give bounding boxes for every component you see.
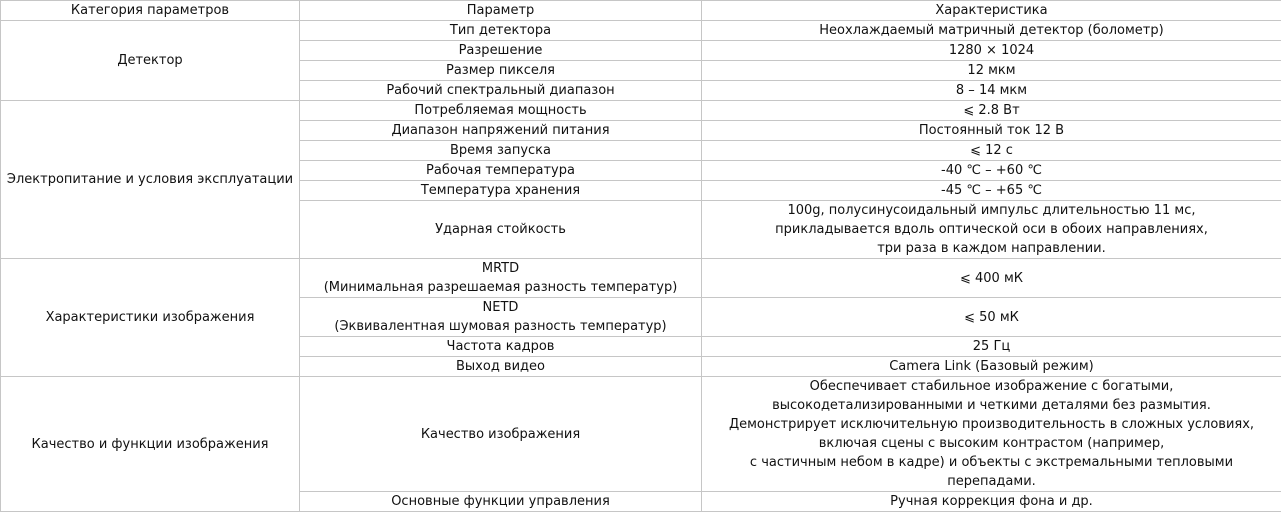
value-cell: Ручная коррекция фона и др.	[702, 492, 1281, 512]
param-cell: Выход видео	[300, 357, 702, 377]
param-cell: Диапазон напряжений питания	[300, 121, 702, 141]
value-cell: 8 – 14 мкм	[702, 81, 1281, 101]
category-image-characteristics: Характеристики изображения	[1, 259, 300, 377]
table-row	[1, 101, 1281, 121]
param-cell: Частота кадров	[300, 337, 702, 357]
param-cell: Качество изображения	[300, 377, 702, 492]
header-value: Характеристика	[702, 1, 1281, 21]
table-row	[1, 377, 1281, 492]
value-cell: Постоянный ток 12 В	[702, 121, 1281, 141]
category-detector: Детектор	[1, 21, 300, 101]
param-cell: Потребляемая мощность	[300, 101, 702, 121]
value-cell: Неохлаждаемый матричный детектор (болометр)	[702, 21, 1281, 41]
header-category: Категория параметров	[1, 1, 300, 21]
category-power-conditions: Электропитание и условия эксплуатации	[1, 101, 300, 259]
header-parameter: Параметр	[300, 1, 702, 21]
param-cell: MRTD (Минимальная разрешаемая разность температур)	[300, 259, 702, 298]
value-cell: ⩽ 2.8 Вт	[702, 101, 1281, 121]
value-cell: 12 мкм	[702, 61, 1281, 81]
value-cell: 1280 × 1024	[702, 41, 1281, 61]
param-cell: NETD (Эквивалентная шумовая разность температур)	[300, 298, 702, 337]
category-image-quality-functions: Качество и функции изображения	[1, 377, 300, 512]
table-row	[1, 259, 1281, 298]
param-cell: Время запуска	[300, 141, 702, 161]
value-cell: ⩽ 400 мК	[702, 259, 1281, 298]
param-cell: Температура хранения	[300, 181, 702, 201]
param-cell: Ударная стойкость	[300, 201, 702, 259]
value-cell: ⩽ 12 с	[702, 141, 1281, 161]
value-cell: 25 Гц	[702, 337, 1281, 357]
value-cell: Camera Link (Базовый режим)	[702, 357, 1281, 377]
param-cell: Основные функции управления	[300, 492, 702, 512]
value-cell: ⩽ 50 мК	[702, 298, 1281, 337]
param-cell: Размер пикселя	[300, 61, 702, 81]
table-row	[1, 21, 1281, 41]
value-cell: Обеспечивает стабильное изображение с богатыми, высокодетализированными и четкими деталями без размытия. Демонстрирует исключительную производительность в сложных условиях, включая сцены с высоким контрастом (например, с частичным небом в кадре) и объекты с экстремальными тепловыми перепадами.	[702, 377, 1281, 492]
param-cell: Рабочий спектральный диапазон	[300, 81, 702, 101]
param-cell: Разрешение	[300, 41, 702, 61]
value-cell: -40 ℃ – +60 ℃	[702, 161, 1281, 181]
header-row	[1, 1, 1281, 21]
value-cell: 100g, полусинусоидальный импульс длительностью 11 мс, прикладывается вдоль оптической оси в обоих направлениях, три раза в каждом направлении.	[702, 201, 1281, 259]
param-cell: Рабочая температура	[300, 161, 702, 181]
param-cell: Тип детектора	[300, 21, 702, 41]
value-cell: -45 ℃ – +65 ℃	[702, 181, 1281, 201]
